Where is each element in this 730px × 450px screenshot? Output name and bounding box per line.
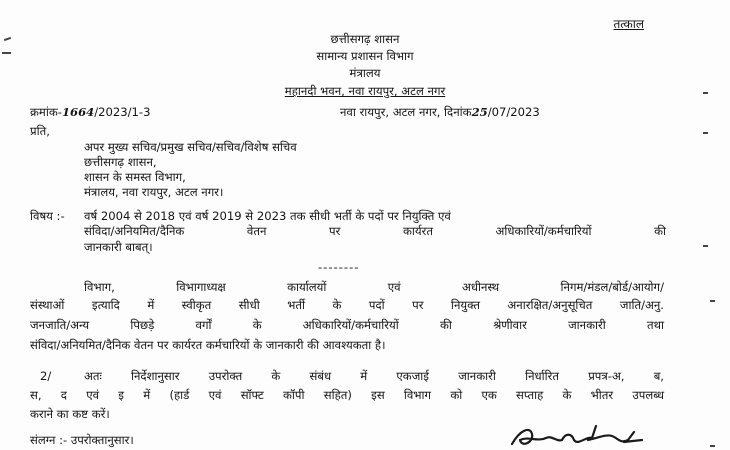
enclosure-line: संलग्न :- उपरोक्तानुसार।: [30, 433, 134, 447]
scan-mark: [710, 445, 715, 447]
recipient-line-4: मंत्रालय, नवा रायपुर, अटल नगर।: [84, 185, 224, 199]
scan-mark: [703, 245, 708, 247]
separator-dashes: --------: [318, 260, 360, 274]
reference-number: क्रमांक-1664/2023/1-3: [30, 105, 151, 119]
paragraph-2-line-1: अतः निर्देशानुसार उपरोक्त के संबंध में एकजाई जानकारी निर्धारित प्रपत्र-अ, ब,: [84, 369, 664, 383]
handwritten-number: 1664: [61, 105, 95, 119]
subject-line-3: जानकारी बाबत्।: [84, 240, 153, 254]
paragraph-2-line-3: कराने का कष्ट करें।: [30, 407, 110, 421]
scan-mark: [703, 132, 708, 134]
paragraph-2-number: 2/: [40, 369, 52, 383]
scan-mark: [710, 300, 715, 302]
subject-line-1: वर्ष 2004 से 2018 एवं वर्ष 2019 से 2023 तक सीधी भर्ती के पदों पर नियुक्ति एवं: [84, 209, 451, 223]
place-date: नवा रायपुर, अटल नगर, दिनांक25/07/2023: [340, 105, 540, 119]
recipient-line-3: शासन के समस्त विभाग,: [84, 170, 186, 184]
paragraph-2-line-2: स, द एवं इ में (हार्ड एवं सॉफ्ट कॉपी सहित) इस विभाग को एक सप्ताह के भीतर उपलब्ध: [30, 388, 664, 402]
government-title: छत्तीसगढ़ शासन: [330, 32, 400, 46]
urgency-label: तत्काल: [613, 17, 644, 31]
office-address: महानदी भवन, नवा रायपुर, अटल नगर: [284, 84, 446, 98]
handwritten-day: 25: [471, 105, 488, 119]
recipient-line-2: छत्तीसगढ़ शासन,: [84, 155, 157, 169]
department-title: सामान्य प्रशासन विभाग: [316, 49, 414, 63]
paragraph-1-line-1: विभाग, विभागाध्यक्ष कार्यालयों एवं अधीनस्थ निगम/मंडल/बोर्ड/आयोग/: [84, 280, 664, 294]
paragraph-1-line-4: संविदा/अनियमित/दैनिक वेतन पर कार्यरत कर्मचारियों के जानकारी की आवश्यकता है।: [30, 338, 386, 352]
to-label: प्रति,: [30, 124, 50, 138]
subject-label: विषय :-: [30, 209, 65, 223]
signature: [508, 420, 648, 450]
paragraph-1-line-2: संस्थाओं इत्यादि में स्वीकृत सीधी भर्ती के पदों पर नियुक्त अनारक्षित/अनुसूचित जाति/अनु.: [30, 298, 664, 312]
ministry-title: मंत्रालय: [349, 66, 381, 80]
paragraph-1-line-3: जनजाति/अन्य पिछड़े वर्गों के अधिकारियों/कर्मचारियों की श्रेणीवार जानकारी तथा: [30, 318, 664, 332]
recipient-line-1: अपर मुख्य सचिव/प्रमुख सचिव/सचिव/विशेष सचिव: [84, 140, 297, 154]
subject-line-2: संविदा/अनियमित/दैनिक वेतन पर कार्यरत अधिकारियों/कर्मचारियों की: [84, 224, 666, 238]
